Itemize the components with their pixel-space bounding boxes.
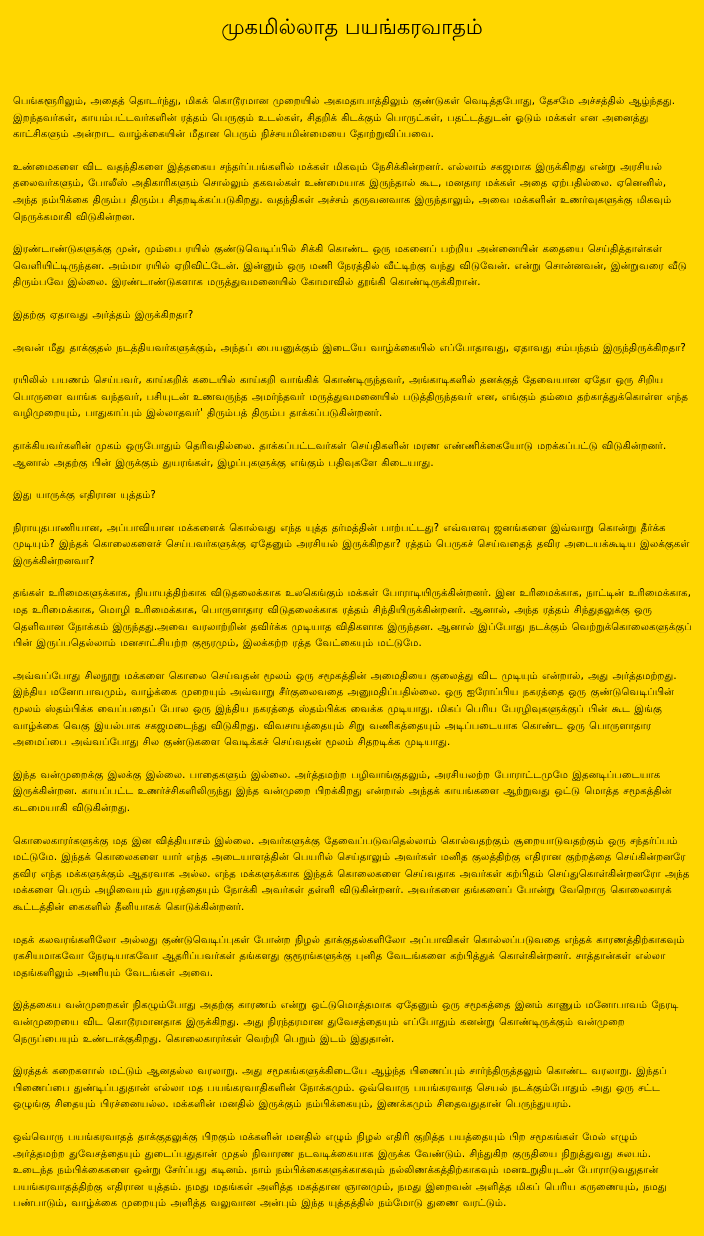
article-body [13,94,693,1229]
question-line: இதற்கு ஏதாவது அர்த்தம் இருக்கிறதா? [13,309,194,321]
paragraph: ஒவ்வொரு பயங்கரவாதத் தாக்குதலுக்கு பிறகும் மக்களின் மனதில் எழும் நிழல் எதிரி குறித்த பயத்தையும் பிற சமூகங்கள் மேல் எழும் அர்த்தமற்ற துவேசத்தையும் துடைப்பதுதான் முதல் நிவாரண நடவடிக்கையாக இருக்க வேண்டும். சிந்துகிற குருதியை நிறுத்துவது சுலபம். உடைந்த நம்பிக்கைகளை ஒன்று சேர்ப்பது கடினம். நாம் நம்பிக்கைகளுக்காகவும் நல்லிணக்கத்திற்காகவும் மனஉறுதியுடன் போராடுவதுதான் பயங்கரவாதத்திற்கு எதிரான யுத்தம். நமது மதங்கள் அளித்த மகத்தான ஞானமும், நமது இறைவன் அளித்த மிகப் பெரிய கருணையும், நமது பண்பாடும், வாழ்க்கை முறையும் அளித்த வலுவான அன்பும் இந்த யுத்தத்தில் நம்மோடு துணை வரட்டும். [13,1131,667,1210]
paragraph: அவன் மீது தாக்குதல் நடத்தியவர்களுக்கும், அந்தப் பையனுக்கும் இடையே வாழ்க்கையில் எப்போதாவது, ஏதாவது சம்பந்தம் இருந்திருக்கிறதா? [13,342,686,354]
paragraph: பெங்களூரிலும், அதைத் தொடர்ந்து, மிகக் கொடூரமான முறையில் அகமதாபாத்திலும் குண்டுகள் வெடித்தபோது, தேசமே அச்சத்தில் ஆழ்ந்தது. இறந்தவர்கள், காயம்பட்டவர்களின் ரத்தம் பெருகும் உடல்கள், சிதறிக் கிடக்கும் பொருட்கள், பதட்டத்துடன் ஓடும் மக்கள் என அனைத்து காட்சிகளும் அன்றாட வாழ்க்கையின் மீதான பெரும் நிச்சயமின்மையை தோற்றுவிப்பவை. [13,96,676,141]
paragraph: தங்கள் உரிமைகளுக்காக, நியாயத்திற்காக விடுதலைக்காக உலகெங்கும் மக்கள் போராடியிருக்கின்றனர். இன உரிமைக்காக, நாட்டின் உரிமைக்காக, மத உரிமைக்காக, மொழி உரிமைக்காக, பொருளாதார விடுதலைக்காக ரத்தம் சிந்தியிருக்கின்றனர். ஆனால், அந்த ரத்தம் சிந்துதலுக்கு ஒரு தெளிவான நோக்கம் இருந்தது.அவை வரலாற்றின் தவிர்க்க முடியாத விதிகளாக இருந்தன. ஆனால் இப்போது நடக்கும் வெற்றுக்கொலைகளுக்குப் பின் இருப்பதெல்லாம் மனசாட்சியற்ற குரூரமும், இலக்கற்ற ரத்த வேட்கையும் மட்டுமே. [13,588,692,650]
paragraph: ரயிலில் பயணம் செய்பவர், காய்கறிக் கடையில் காய்கறி வாங்கிக் கொண்டிருந்தவர், அங்காடிகளில் தனக்குத் தேவையான ஏதோ ஒரு சிறிய பொருளை வாங்க வந்தவர், பசியுடன் உணவருந்த அமர்ந்தவர் மருத்துவமனையில் படுத்திருந்தவர் என, எங்கும் தம்மை தற்காத்துக்கொள்ள எந்த வழிமுறையும், பாதுகாப்பும் இல்லாதவர்' திரும்பத் திரும்ப தாக்கப்படுகின்றனர். [13,375,688,420]
paragraph: இரத்தக் கறைகளால் மட்டும் ஆனதல்ல வரலாறு. அது சமூகங்களுக்கிடையே ஆழ்ந்த பிணைப்பும் சார்ந்திருத்தலும் கொண்ட வரலாறு. இந்தப் பிணைப்பை துண்டிப்பதுதான் எல்லா மத பயங்கரவாதிகளின் நோக்கமும். ஒவ்வொரு பயங்கரவாத செயல் நடக்கும்போதும் அது ஒரு சட்ட ஒழுங்கு சிதையும் பிரச்னையல்ல. மக்களின் மனதில் இருக்கும் நம்பிக்கையும், இணக்கமும் சிதைவதுதான் பெருந்துயரம். [13,1066,667,1111]
paragraph: இரண்டாண்டுகளுக்கு முன், மும்பை ரயில் குண்டுவெடிப்பில் சிக்கி கொண்ட ஒரு மகனைப் பற்றிய அன்னையின் கதையை செய்தித்தாள்கள் வெளியிட்டிருந்தன. அம்மா ரயில் ஏறிவிட்டேன். இன்னும் ஒரு மணி நேரத்தில் வீட்டிற்கு வந்து விடுவேன். என்று சொன்னவன், இன்றுவரை வீடு திரும்பவே இல்லை. இரண்டாண்டுகளாக மருத்துவமனையில் கோமாவில் தூங்கி கொண்டிருக்கிறான். [13,244,687,289]
article-title: முகமில்லாத பயங்கரவாதம் [221,15,483,39]
paragraph: நிராயுதபாணியான, அப்பாவியான மக்களைக் கொல்வது எந்த யுத்த தர்மத்தின் பாற்பட்டது? எவ்வளவு ஜனங்களை இவ்வாறு கொன்று தீர்க்க முடியும்? இந்தக் கொலைகளைச் செய்பவர்களுக்கு ஏதேனும் அரசியல் இருக்கிறதா? ரத்தம் பெருகச் செய்வதைத் தவிர அடையக்கூடிய இலக்குகள் இருக்கின்றனவா? [13,522,690,567]
paragraph: உண்மைகளை விட வதந்திகளை இத்தகைய சந்தர்ப்பங்களில் மக்கள் மிகவும் நேசிக்கின்றனர். எல்லாம் சகஜமாக இருக்கிறது என்று அரசியல் தலைவர்களும், போலீஸ் அதிகாரிகளும் சொல்லும் தகவல்கள் உண்மையாக இருந்தால் கூட, மனதார மக்கள் அதை ஏற்பதில்லை. ஏனெனில், அந்த நம்பிக்கை திரும்ப திரும்ப சிதறடிக்கப்படுகிறது. வதந்திகள் அச்சம் தருவனவாக இருந்தாலும், அவை மக்களின் உணர்வுகளுக்கு மிகவும் நெருக்கமாகி விடுகின்றன. [13,161,672,223]
paragraph: அவ்வப்போது சிலநூறு மக்களை கொலை செய்வதன் மூலம் ஒரு சமூகத்தின் அமைதியை குலைத்து விட முடியும் என்றால், அது அர்த்தமற்றது. இந்திய மனோபாவமும், வாழ்க்கை முறையும் அவ்வாறு சீர்குலைவதை அனுமதிப்பதில்லை. ஒரு ஐரோப்பிய நகரத்தை ஒரு குண்டுவெடிப்பின் மூலம் ஸ்தம்பிக்க வைப்பதைப் போல ஒரு இந்திய நகரத்தை ஸ்தம்பிக்க வைக்க முடியாது. மிகப் பெரிய பேரழிவுகளுக்குப் பின் கூட இங்கு வாழ்க்கை வெகு இயல்பாக சகஜமடைந்து விடுகிறது. விவசாயத்தையும் சிறு வணிகத்தையும் அடிப்படையாக கொண்ட ஒரு பொருளாதார அமைப்பை அவ்வப்போது சில குண்டுகளை வெடிக்கச் செய்வதன் மூலம் சிதறடிக்க முடியாது. [13,670,677,749]
paragraph: இத்தகைய வன்முறைகள் நிகழும்போது அதற்கு காரணம் என்று ஒட்டுமொத்தமாக ஏதேனும் ஒரு சமூகத்தை இனம் காணும் மனோபாவம் நேரடி வன்முறையை விட கொடூரமானதாக இருக்கிறது. அது நிரந்தரமான துவேசத்தையும் எப்போதும் கனன்று கொண்டிருக்கும் வன்முறை நெருப்பையும் உண்டாக்குகிறது. கொலைகாரர்கள் வெற்றி பெறும் இடம் இதுதான். [13,1000,679,1045]
paragraph: கொலைகாரர்களுக்கு மத இன வித்தியாசம் இல்லை. அவர்களுக்கு தேவைப்படுவதெல்லாம் கொல்வதற்கும் சூறையாடுவதற்கும் ஒரு சந்தர்ப்பம் மட்டுமே. இந்தக் கொலைகளை யார் எந்த அடையாளத்தின் பெயரில் செய்தாலும் அவர்கள் மனித குலத்திற்கு எதிரான குற்றத்தை செய்கின்றனரே தவிர எந்த மக்களுக்கும் ஆதரவாக அல்ல. எந்த மக்களுக்காக இந்தக் கொலைகளை செய்வதாக அவர்கள் கற்பிதம் செய்துகொள்கின்றனரோ அந்த மக்களை பெரும் அழிவையும் துயரத்தையும் நோக்கி அவர்கள் தள்ளி விடுகின்றனர். அவர்களை தங்களைப் போன்று வேறொரு கொலைகாரக் கூட்டத்தின் கைகளில் தீனியாகக் கொடுக்கின்றனர். [13,835,690,913]
paragraph: மதக் கலவரங்களிலோ அல்லது குண்டுவெடிப்புகள் போன்ற நிழல் தாக்குதல்களிலோ அப்பாவிகள் கொல்லப்படுவதை எந்தக் காரணத்திற்காகவும் ரகசியமாகவோ நேரடியாகவோ ஆதரிப்பவர்கள் தங்களது குரூரங்களுக்கு புனித வேடங்களை கற்பித்துக் கொள்கின்றனர். சாத்தான்கள் எல்லா மதங்களிலும் அணியும் வேடங்கள் அவை. [13,934,685,979]
paragraph: தாக்கியவர்களின் முகம் ஒருபோதும் தெரிவதில்லை. தாக்கப்பட்டவர்கள் செய்திகளின் மரண எண்ணிக்கையோடு மறக்கப்பட்டு விடுகின்றனர். ஆனால் அதற்கு பின் இருக்கும் துயரங்கள், இழப்புகளுக்கு எங்கும் பதிவுகளே கிடையாது. [13,440,667,469]
question-line: இது யாருக்கு எதிரான யுத்தம்? [13,490,156,502]
paragraph: இந்த வன்முறைக்கு இலக்கு இல்லை. பாதைகளும் இல்லை. அர்த்தமற்ற பழிவாங்குதலும், அரசியலற்ற போராட்டமுமே இதனடிப்படையாக இருக்கின்றன. காயப்பட்ட உணர்ச்சிகளிலிருந்து இந்த வன்முறை பிறக்கிறது என்றால் அந்தக் காயங்களை ஆற்றுவது ஒட்டு மொத்த சமூகத்தின் கடமையாகி விடுகின்றது. [13,769,672,814]
